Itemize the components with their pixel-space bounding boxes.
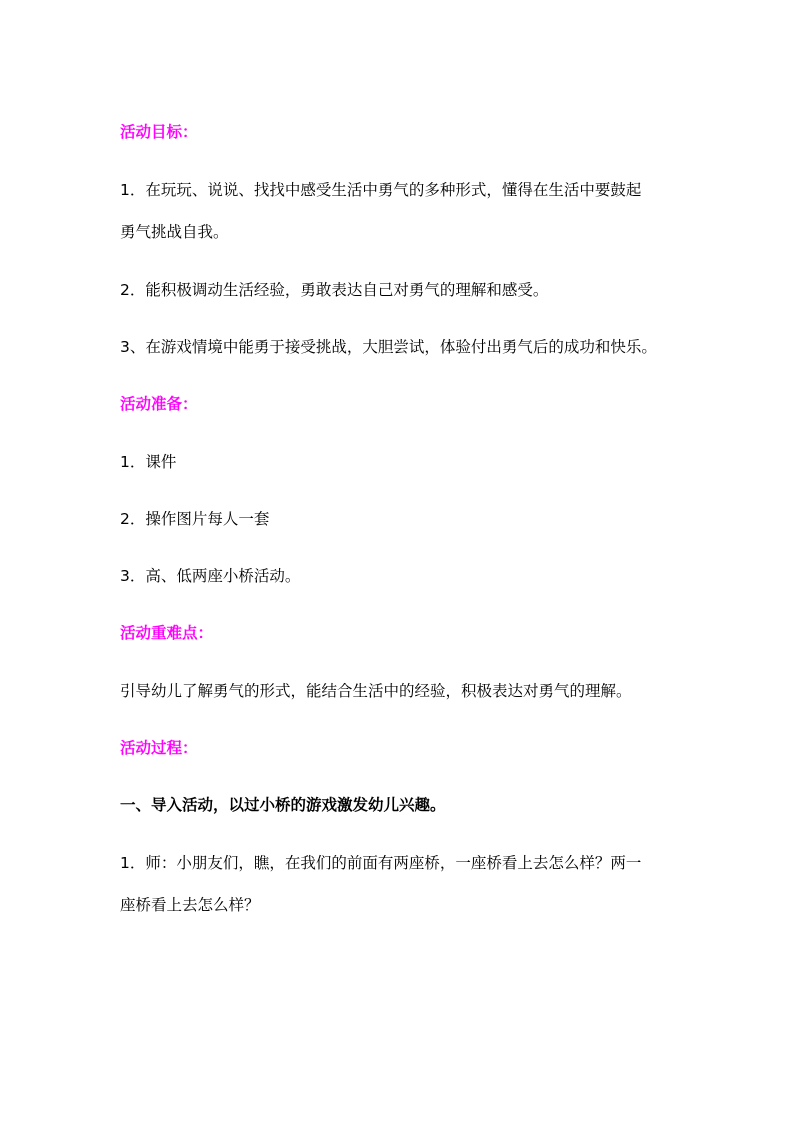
heading-activity-goals: 活动目标： [120,123,198,141]
goal-1-line-2: 勇气挑战自我。 [120,223,229,241]
key-difficulties-text: 引导幼儿了解勇气的形式，能结合生活中的经验，积极表达对勇气的理解。 [120,682,632,700]
heading-activity-preparation: 活动准备： [120,395,198,413]
prep-item-2: 2．操作图片每人一套 [120,510,270,528]
prep-item-1: 1．课件 [120,453,177,471]
section-1-title: 一、导入活动，以过小桥的游戏激发幼儿兴趣。 [120,796,446,814]
goal-3: 3、在游戏情境中能勇于接受挑战，大胆尝试，体验付出勇气后的成功和快乐。 [120,338,657,356]
prep-item-3: 3．高、低两座小桥活动。 [120,567,301,585]
goal-2: 2．能积极调动生活经验，勇敢表达自己对勇气的理解和感受。 [120,281,549,299]
goal-1-line-1: 1．在玩玩、说说、找找中感受生活中勇气的多种形式，懂得在生活中要鼓起 [120,181,642,199]
step-1-line-2: 座桥看上去怎么样？ [120,896,260,914]
step-1-line-1: 1．师：小朋友们，瞧，在我们的前面有两座桥，一座桥看上去怎么样？两一 [120,854,642,872]
heading-key-difficulties: 活动重难点： [120,624,214,642]
heading-activity-process: 活动过程： [120,739,198,757]
